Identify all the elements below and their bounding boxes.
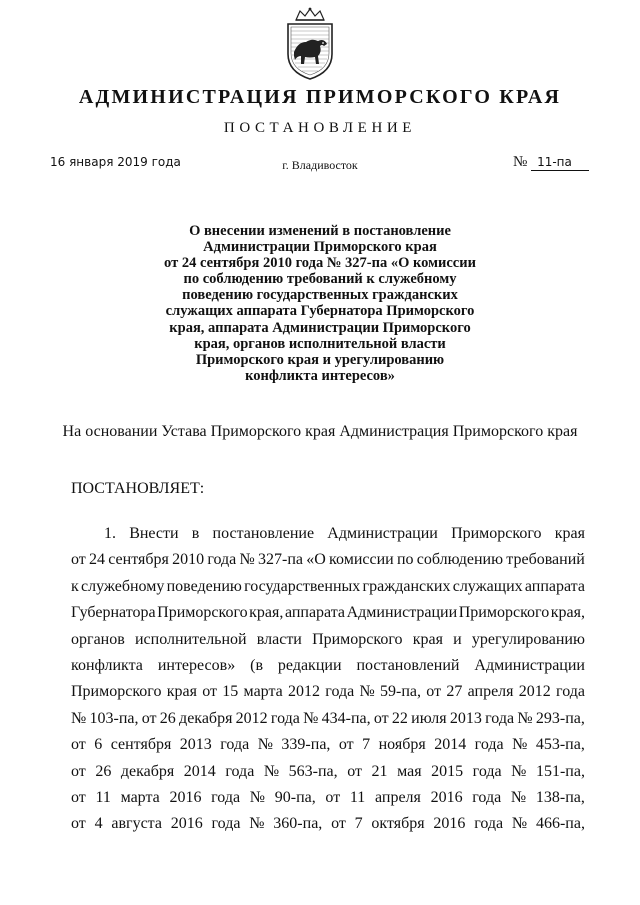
legal-basis: На основании Устава Приморского края Администрация Приморского края — [62, 423, 578, 440]
title-line: Администрации Приморского края — [203, 239, 437, 256]
document-city: г. Владивосток — [282, 158, 358, 172]
document-date: 16 января 2019 года — [50, 155, 181, 169]
paragraph-line: 1. Внести в постановление Администрации Приморского края — [104, 525, 585, 542]
title-line: Приморского края и урегулированию — [195, 351, 445, 368]
paragraph-line: от 26 декабря 2014 года № 563-па, от 21 мая 2015 года № 151-па, — [71, 762, 585, 780]
paragraph-line: конфликта интересов» (в редакции постановлений Администрации — [71, 657, 585, 675]
paragraph-line: от 6 сентября 2013 года № 339-па, от 7 ноября 2014 года № 453-па, — [71, 736, 585, 754]
document-title — [150, 223, 490, 384]
coat-of-arms-emblem — [278, 6, 342, 82]
decree-word: ПОСТАНОВЛЯЕТ: — [71, 480, 205, 497]
title-line: служащих аппарата Губернатора Приморского — [165, 303, 475, 320]
issuing-authority: АДМИНИСТРАЦИЯ ПРИМОРСКОГО КРАЯ — [78, 86, 562, 108]
title-line: края, аппарата Администрации Приморского — [169, 319, 471, 336]
number-value: 11-па — [531, 155, 589, 171]
title-line: конфликта интересов» — [245, 367, 395, 384]
paragraph-line: № 103-па, от 26 декабря 2012 года № 434-па, от 22 июля 2013 года № 293-па, — [71, 709, 585, 727]
paragraph-line: к служебному поведению государственных гражданских служащих аппарата — [71, 577, 585, 595]
number-sign: № — [513, 154, 528, 170]
paragraph-1 — [71, 521, 585, 838]
title-line: от 24 сентября 2010 года № 327-па «О комиссии — [164, 255, 476, 272]
document-number — [513, 154, 593, 171]
paragraph-line: Губернатора Приморского края, аппарата Администрации Приморского края, — [71, 604, 585, 622]
title-line: поведению государственных гражданских — [182, 287, 458, 304]
paragraph-line: от 11 марта 2016 года № 90-па, от 11 апреля 2016 года № 138-па, — [71, 789, 585, 807]
paragraph-line: Приморского края от 15 марта 2012 года № 59-па, от 27 апреля 2012 года — [71, 683, 585, 701]
paragraph-line: от 24 сентября 2010 года № 327-па «О комиссии по соблюдению требований — [71, 551, 585, 569]
title-line: края, органов исполнительной власти — [194, 335, 446, 352]
document-type: ПОСТАНОВЛЕНИЕ — [223, 120, 417, 136]
paragraph-line: от 4 августа 2016 года № 360-па, от 7 октября 2016 года № 466-па, — [71, 815, 585, 833]
title-line: О внесении изменений в постановление — [189, 223, 451, 239]
paragraph-line: органов исполнительной власти Приморского края и урегулированию — [71, 630, 585, 648]
title-line: по соблюдению требований к служебному — [183, 271, 457, 288]
